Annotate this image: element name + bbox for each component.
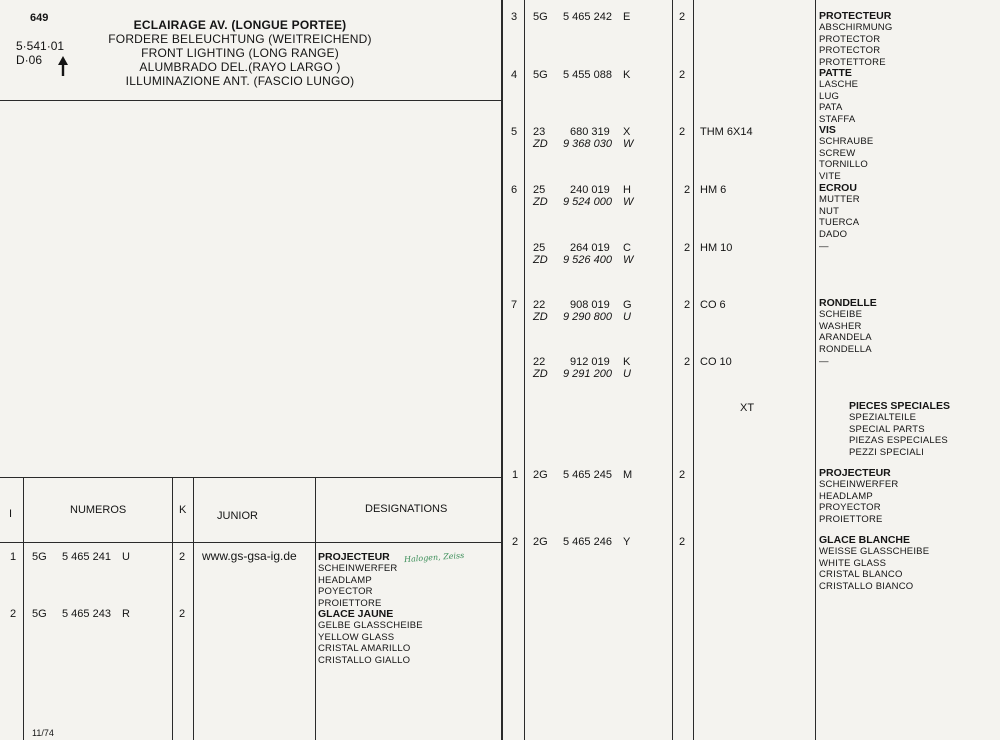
right-col-line-2 [672,0,673,740]
row-qty: 2 [684,356,691,368]
row-alt-group: ZD [533,196,548,208]
row-spec: CO 6 [700,299,726,311]
row-alt-group: ZD [533,311,548,323]
row-spec: HM 10 [700,242,733,254]
row-group: 5G [32,608,47,620]
row-group: 2G [533,469,548,481]
row-letter: R [122,608,130,620]
row-designation: PATTE LASCHE LUG PATA STAFFA [819,67,859,125]
row-group: 5G [533,69,548,81]
row-number: 5 465 246 [563,536,612,548]
col-header-designations: DESIGNATIONS [365,503,448,515]
row-designation: PROJECTEUR SCHEINWERFER HEADLAMP PROYECTOR PROIETTORE [819,467,899,525]
row-number: 5 465 242 [563,11,612,23]
row-letter: G [623,299,632,311]
row-group: 22 [533,356,546,368]
row-alt-number: 9 290 800 [563,311,612,323]
row-qty: 2 [684,299,691,311]
divider-table-top [0,477,502,478]
row-letter: Y [623,536,631,548]
col-header-index: I [9,508,13,520]
row-number: 5 455 088 [563,69,612,81]
row-qty: 2 [679,11,686,23]
row-number: 5 465 241 [62,551,111,563]
row-designation: PROJECTEUR SCHEINWERFER HEADLAMP POYECTOR PROIETTORE [318,551,398,609]
row-alt-letter: U [623,311,631,323]
row-designation: ECROU MUTTER NUT TUERCA DADO [819,182,860,240]
row-index: 2 [512,536,519,548]
right-col-line-4 [815,0,816,740]
row-group: 25 [533,242,546,254]
row-group: 5G [32,551,47,563]
right-col-line-1 [524,0,525,740]
row-index: 7 [511,299,518,311]
row-group: 22 [533,299,546,311]
special-parts-label: PIECES SPECIALES SPEZIALTEILE SPECIAL PARTS PIEZAS ESPECIALES PEZZI SPECIALI [849,400,950,458]
row-designation: VIS SCHRAUBE SCREW TORNILLO VITE [819,124,874,182]
row-alt-group: ZD [533,254,548,266]
up-arrow-icon [57,55,69,77]
divider-table-header-bottom [0,542,502,543]
row-index: 3 [511,11,518,23]
row-qty: 2 [679,536,686,548]
row-spec: THM 6X14 [700,126,753,138]
col-header-k: K [179,504,187,516]
row-number: 5 465 245 [563,469,612,481]
junior-link[interactable]: www.gs-gsa-ig.de [202,549,297,563]
row-designation: — [819,356,829,367]
row-letter: K [623,69,631,81]
special-code: XT [740,402,755,414]
ref-code-1: 5·541·01 [16,39,65,53]
row-qty: 2 [179,551,186,563]
row-letter: U [122,551,130,563]
row-alt-number: 9 524 000 [563,196,612,208]
row-designation: GLACE JAUNE GELBE GLASSCHEIBE YELLOW GLASS CRISTAL AMARILLO CRISTALLO GIALLO [318,608,423,666]
right-col-line-3 [693,0,694,740]
row-letter: C [623,242,631,254]
title-line-en: FRONT LIGHTING (LONG RANGE) [141,46,339,60]
row-number: 5 465 243 [62,608,111,620]
left-col-line-1 [23,477,24,740]
row-qty: 2 [679,126,686,138]
row-alt-number: 9 526 400 [563,254,612,266]
row-designation: GLACE BLANCHE WEISSE GLASSCHEIBE WHITE GLASS CRISTAL BLANCO CRISTALLO BIANCO [819,534,930,592]
row-index: 1 [10,551,17,563]
row-alt-letter: W [623,138,634,150]
footer-date: 11/74 [32,728,54,738]
row-number: 912 019 [570,356,610,368]
row-letter: X [623,126,631,138]
handwritten-note: Halogen, Zeiss [403,550,465,565]
row-alt-number: 9 291 200 [563,368,612,380]
row-spec: CO 10 [700,356,732,368]
left-col-line-2 [172,477,173,740]
row-letter: E [623,11,631,23]
row-number: 908 019 [570,299,610,311]
col-header-numeros: NUMEROS [70,504,127,516]
row-index: 1 [512,469,519,481]
row-letter: K [623,356,631,368]
ref-code-2: D·06 [16,53,43,67]
divider-header-bottom [0,100,502,101]
title-line-de: FORDERE BELEUCHTUNG (WEITREICHEND) [108,32,372,46]
row-alt-number: 9 368 030 [563,138,612,150]
page-number: 649 [30,12,49,24]
row-number: 264 019 [570,242,610,254]
row-alt-group: ZD [533,138,548,150]
row-qty: 2 [679,69,686,81]
row-alt-letter: U [623,368,631,380]
col-header-junior: JUNIOR [217,510,258,522]
left-col-line-3 [193,477,194,740]
row-group: 23 [533,126,546,138]
title-line-fr: ECLAIRAGE AV. (LONGUE PORTEE) [133,18,347,32]
row-qty: 2 [684,242,691,254]
row-spec: HM 6 [700,184,727,196]
row-designation: RONDELLE SCHEIBE WASHER ARANDELA RONDELLA [819,297,877,355]
row-index: 2 [10,608,17,620]
divider-vertical-main [501,0,503,740]
row-alt-letter: W [623,254,634,266]
page-title [100,18,380,88]
title-line-es: ALUMBRADO DEL.(RAYO LARGO ) [139,60,341,74]
row-group: 25 [533,184,546,196]
row-number: 680 319 [570,126,610,138]
row-number: 240 019 [570,184,610,196]
title-line-it: ILLUMINAZIONE ANT. (FASCIO LUNGO) [125,74,355,88]
row-index: 6 [511,184,518,196]
row-index: 4 [511,69,518,81]
row-qty: 2 [684,184,691,196]
row-alt-letter: W [623,196,634,208]
row-qty: 2 [679,469,686,481]
row-alt-group: ZD [533,368,548,380]
left-col-line-4 [315,477,316,740]
row-qty: 2 [179,608,186,620]
row-designation: — [819,241,829,252]
row-index: 5 [511,126,518,138]
row-letter: M [623,469,633,481]
row-group: 5G [533,11,548,23]
row-group: 2G [533,536,548,548]
row-letter: H [623,184,631,196]
row-designation: PROTECTEUR ABSCHIRMUNG PROTECTOR PROTECTOR PROTETTORE [819,10,893,68]
